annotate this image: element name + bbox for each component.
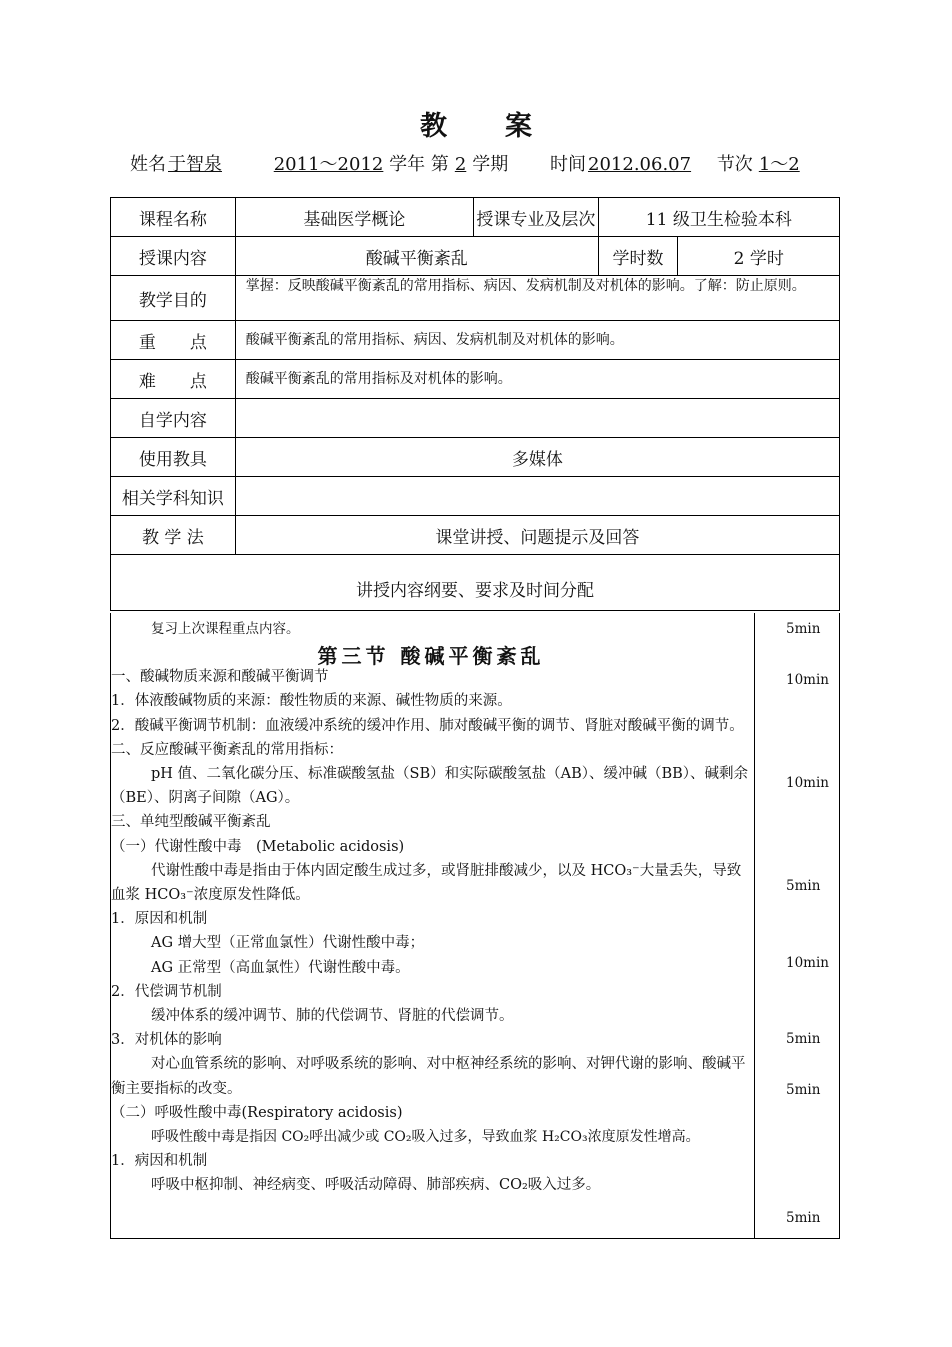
major-label: 授课专业及层次 xyxy=(474,198,599,237)
goal-value: 掌握：反映酸碱平衡紊乱的常用指标、病因、发病机制及对机体的影响。了解：防止原则。 xyxy=(235,276,839,321)
goal-label: 教学目的 xyxy=(111,276,236,321)
period-label: 节次 xyxy=(716,154,753,175)
self-study-label: 自学内容 xyxy=(111,399,236,438)
difficulty-label: 难 点 xyxy=(111,360,236,399)
teaching-tools-label: 使用教具 xyxy=(111,438,236,477)
outline-line: 复习上次课程重点内容。 xyxy=(151,621,300,637)
lesson-info-table xyxy=(110,197,840,611)
year-value: 2011～2012 xyxy=(273,154,384,175)
hours-value: 2 学时 xyxy=(678,237,840,276)
time-allocation: 5min xyxy=(786,1082,821,1098)
time-allocation: 5min xyxy=(786,621,821,637)
outline-line: 缓冲体系的缓冲调节、肺的代偿调节、肾脏的代偿调节。 xyxy=(151,1008,514,1025)
outline-line: 3．对机体的影响 xyxy=(111,1032,222,1049)
outline-line: 1．体液酸碱物质的来源：酸性物质的来源、碱性物质的来源。 xyxy=(111,693,512,710)
column-divider xyxy=(754,613,755,1238)
key-value: 酸碱平衡紊乱的常用指标、病因、发病机制及对机体的影响。 xyxy=(235,321,839,360)
hours-label: 学时数 xyxy=(598,237,678,276)
outline-line: 二、反应酸碱平衡紊乱的常用指标： xyxy=(111,741,343,758)
outline-line: AG 增大型（正常血氯性）代谢性酸中毒； xyxy=(151,935,425,952)
lecture-outline xyxy=(110,613,840,1239)
term-label: 学期 xyxy=(472,154,509,175)
page-title: 教案 xyxy=(420,111,590,142)
outline-heading: 讲授内容纲要、要求及时间分配 xyxy=(111,555,840,611)
time-allocation: 10min xyxy=(786,775,829,791)
outline-body xyxy=(111,617,751,1198)
outline-line: AG 正常型（高血氯性）代谢性酸中毒。 xyxy=(151,959,410,976)
major-value: 11 级卫生检验本科 xyxy=(598,198,839,237)
key-label: 重 点 xyxy=(111,321,236,360)
time-allocation: 5min xyxy=(786,878,821,894)
period-value: 1～2 xyxy=(758,154,800,175)
term-value: 2 xyxy=(454,154,467,175)
name-label: 姓名 xyxy=(130,154,166,175)
content-label: 授课内容 xyxy=(111,237,236,276)
teaching-tools-value: 多媒体 xyxy=(235,438,839,477)
time-value: 2012.06.07 xyxy=(588,154,692,175)
outline-line: 2．酸碱平衡调节机制：血液缓冲系统的缓冲作用、肺对酸碱平衡的调节、肾脏对酸碱平衡的调节。 xyxy=(111,717,744,734)
outline-line: 呼吸中枢抑制、神经病变、呼吸活动障碍、肺部疾病、CO₂吸入过多。 xyxy=(151,1177,601,1194)
outline-line: 代谢性酸中毒是指由于体内固定酸生成过多，或肾脏排酸减少，以及 HCO₃⁻大量丢失，导致血浆 HCO₃⁻浓度原发性降低。 xyxy=(111,862,742,904)
method-value: 课堂讲授、问题提示及回答 xyxy=(235,516,839,555)
outline-line: 对心血管系统的影响、对呼吸系统的影响、对中枢神经系统的影响、对钾代谢的影响、酸碱平衡主要指标的改变。 xyxy=(111,1056,746,1097)
related-knowledge-label: 相关学科知识 xyxy=(111,477,236,516)
outline-line: 呼吸性酸中毒是指因 CO₂呼出减少或 CO₂吸入过多，导致血浆 H₂CO₃浓度原发性增高。 xyxy=(151,1129,700,1146)
header-line xyxy=(130,150,808,176)
outline-line: 一、酸碱物质来源和酸碱平衡调节 xyxy=(111,669,329,686)
year-label: 学年 第 xyxy=(389,154,449,175)
content-value: 酸碱平衡紊乱 xyxy=(235,237,598,276)
name-value: 于智泉 xyxy=(168,154,222,175)
course-value: 基础医学概论 xyxy=(235,198,473,237)
outline-line: pH 值、二氧化碳分压、标准碳酸氢盐（SB）和实际碳酸氢盐（AB）、缓冲碱（BB）、碱剩余（BE）、阴离子间隙（AG）。 xyxy=(111,766,749,807)
outline-line: 1．病因和机制 xyxy=(111,1153,208,1170)
section-title: 第三节 酸碱平衡紊乱 xyxy=(317,644,545,669)
outline-line: 2．代偿调节机制 xyxy=(111,983,222,1000)
outline-line: （一）代谢性酸中毒 (Metabolic acidosis) xyxy=(111,838,405,855)
course-label: 课程名称 xyxy=(111,198,236,237)
time-label: 时间 xyxy=(550,154,587,175)
difficulty-value: 酸碱平衡紊乱的常用指标及对机体的影响。 xyxy=(235,360,839,399)
self-study-value xyxy=(235,399,839,438)
time-allocation: 10min xyxy=(786,672,829,688)
time-allocation: 10min xyxy=(786,955,829,971)
method-label: 教 学 法 xyxy=(111,516,236,555)
outline-line: 三、单纯型酸碱平衡紊乱 xyxy=(111,814,271,831)
time-allocation: 5min xyxy=(786,1210,821,1226)
outline-line: （二）呼吸性酸中毒(Respiratory acidosis) xyxy=(111,1104,403,1121)
time-allocation: 5min xyxy=(786,1031,821,1047)
outline-line: 1．原因和机制 xyxy=(111,911,208,928)
related-knowledge-value xyxy=(235,477,839,516)
